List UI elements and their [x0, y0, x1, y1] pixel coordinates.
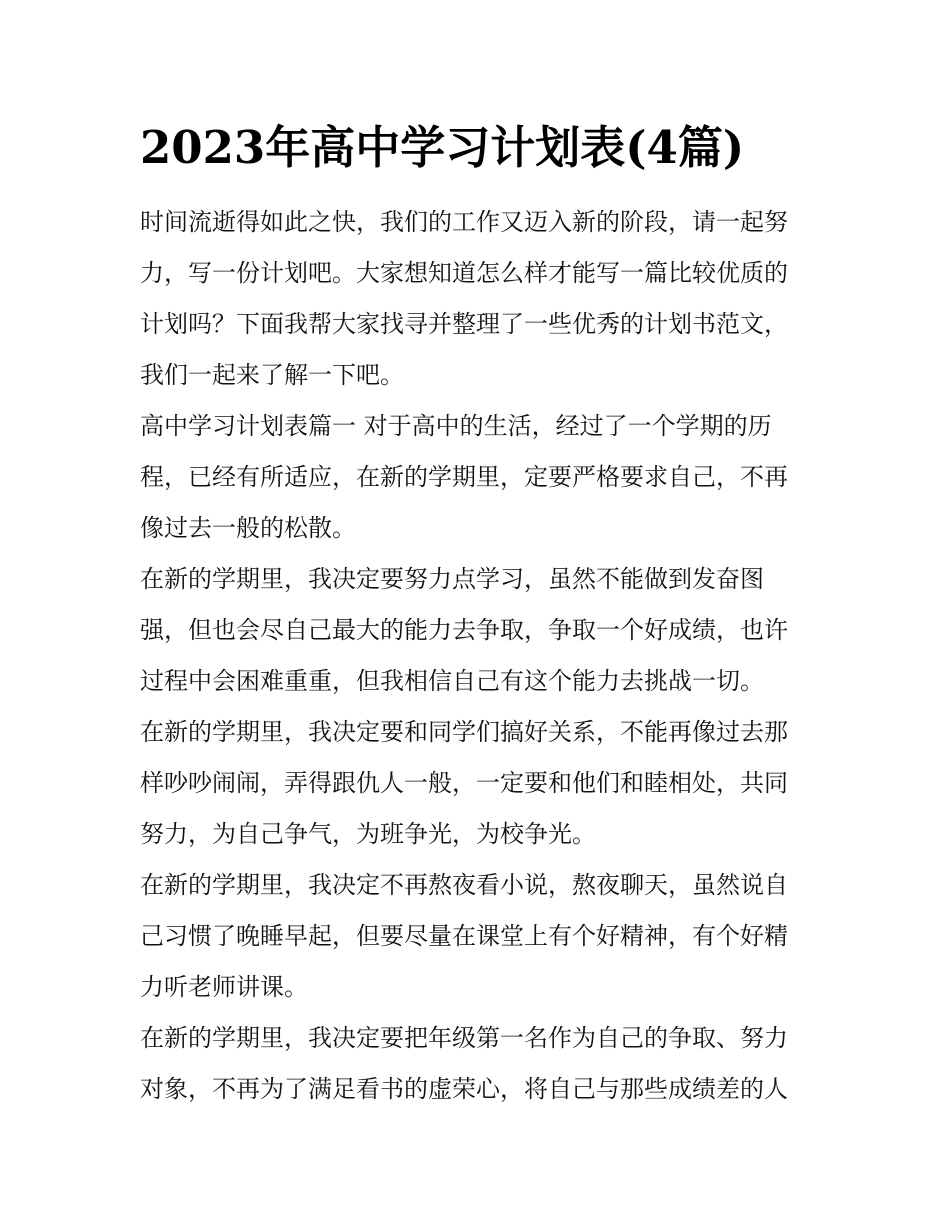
- text-line: 我们一起来了解一下吧。: [140, 361, 404, 389]
- text-line: 计划吗？下面我帮大家找寻并整理了一些优秀的计划书范文，: [140, 310, 788, 338]
- text-line: 在新的学期里，我决定要和同学们搞好关系，不能再像过去那: [140, 718, 788, 746]
- text-line: 强，但也会尽自己最大的能力去争取，争取一个好成绩，也许: [140, 616, 788, 644]
- paragraph-classmates: [140, 707, 815, 860]
- text-line: 高中学习计划表篇一 对于高中的生活，经过了一个学期的历: [140, 412, 772, 440]
- text-line: 努力，为自己争气，为班争光，为校争光。: [140, 820, 596, 848]
- text-line: 过程中会困难重重，但我相信自己有这个能力去挑战一切。: [140, 667, 764, 695]
- text-line: 在新的学期里，我决定要把年级第一名作为自己的争取、努力: [140, 1024, 788, 1052]
- paragraph-sleep: [140, 860, 815, 1013]
- document-title: 2023年高中学习计划表(4篇): [140, 121, 745, 174]
- text-line: 己习惯了晚睡早起，但要尽量在课堂上有个好精神，有个好精: [140, 922, 788, 950]
- text-line: 样吵吵闹闹，弄得跟仇人一般，一定要和他们和睦相处，共同: [140, 769, 788, 797]
- paragraph-intro: [140, 197, 815, 401]
- document-body: [140, 197, 815, 1115]
- paragraph-goal: [140, 1013, 815, 1115]
- text-line: 力听老师讲课。: [140, 973, 308, 1001]
- text-line: 对象，不再为了满足看书的虚荣心，将自己与那些成绩差的人: [140, 1075, 788, 1103]
- text-line: 在新的学期里，我决定要努力点学习，虽然不能做到发奋图: [140, 565, 764, 593]
- text-line: 程，已经有所适应，在新的学期里，定要严格要求自己，不再: [140, 463, 788, 491]
- text-line: 力，写一份计划吧。大家想知道怎么样才能写一篇比较优质的: [140, 259, 788, 287]
- paragraph-part-one: [140, 401, 815, 554]
- text-line: 在新的学期里，我决定不再熬夜看小说，熬夜聊天，虽然说自: [140, 871, 788, 899]
- text-line: 像过去一般的松散。: [140, 514, 356, 542]
- text-line: 时间流逝得如此之快，我们的工作又迈入新的阶段，请一起努: [140, 208, 788, 236]
- paragraph-study: [140, 554, 815, 707]
